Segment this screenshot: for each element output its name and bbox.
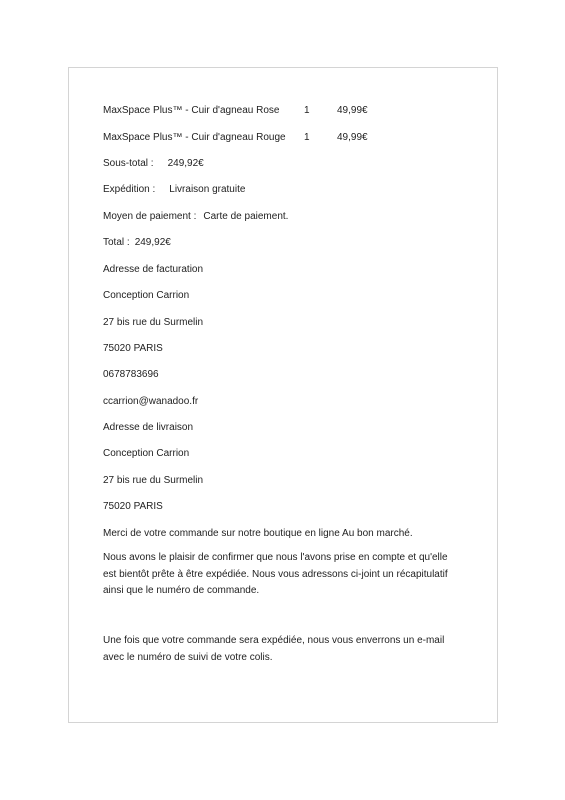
subtotal-line	[103, 157, 204, 171]
order-item-row	[103, 104, 463, 118]
total-label: Total :	[103, 237, 130, 248]
payment-method-value: Carte de paiement.	[203, 211, 289, 222]
item-price: 49,99€	[337, 132, 368, 143]
item-qty: 1	[304, 132, 310, 143]
shipping-method-label: Expédition :	[103, 184, 156, 195]
item-name: MaxSpace Plus™ - Cuir d'agneau Rouge	[103, 132, 286, 143]
item-name: MaxSpace Plus™ - Cuir d'agneau Rose	[103, 105, 280, 116]
billing-city: 75020 PARIS	[103, 343, 163, 354]
shipping-street: 27 bis rue du Surmelin	[103, 475, 204, 486]
billing-street: 27 bis rue du Surmelin	[103, 317, 204, 328]
item-qty: 1	[304, 105, 310, 116]
shipping-city: 75020 PARIS	[103, 501, 163, 512]
subtotal-label: Sous-total :	[103, 158, 154, 169]
thank-you-message: Merci de votre commande sur notre boutique en ligne Au bon marché.	[103, 528, 413, 539]
shipping-address-heading: Adresse de livraison	[103, 422, 194, 433]
billing-email: ccarrion@wanadoo.fr	[103, 396, 199, 407]
payment-method-label: Moyen de paiement :	[103, 211, 197, 222]
confirmation-message: Nous avons le plaisir de confirmer que nous l'avons prise en compte et qu'elle est bientôt prête à être expédiée. Nous vous adressons ci-joint un récapitulatif ainsi que le numéro de commande.	[103, 552, 448, 596]
item-price: 49,99€	[337, 105, 368, 116]
subtotal-value: 249,92€	[167, 158, 204, 169]
billing-company: Conception Carrion	[103, 290, 190, 301]
shipping-method-value: Livraison gratuite	[169, 184, 246, 195]
payment-method-line	[103, 210, 288, 224]
shipping-method-line	[103, 183, 245, 197]
tracking-message: Une fois que votre commande sera expédiée, nous vous enverrons un e-mail avec le numéro de suivi de votre colis.	[103, 635, 445, 663]
total-value: 249,92€	[134, 237, 171, 248]
billing-address-heading: Adresse de facturation	[103, 264, 204, 275]
shipping-company: Conception Carrion	[103, 448, 190, 459]
total-line	[103, 236, 171, 250]
order-item-row	[103, 131, 463, 145]
billing-phone: 0678783696	[103, 369, 159, 380]
